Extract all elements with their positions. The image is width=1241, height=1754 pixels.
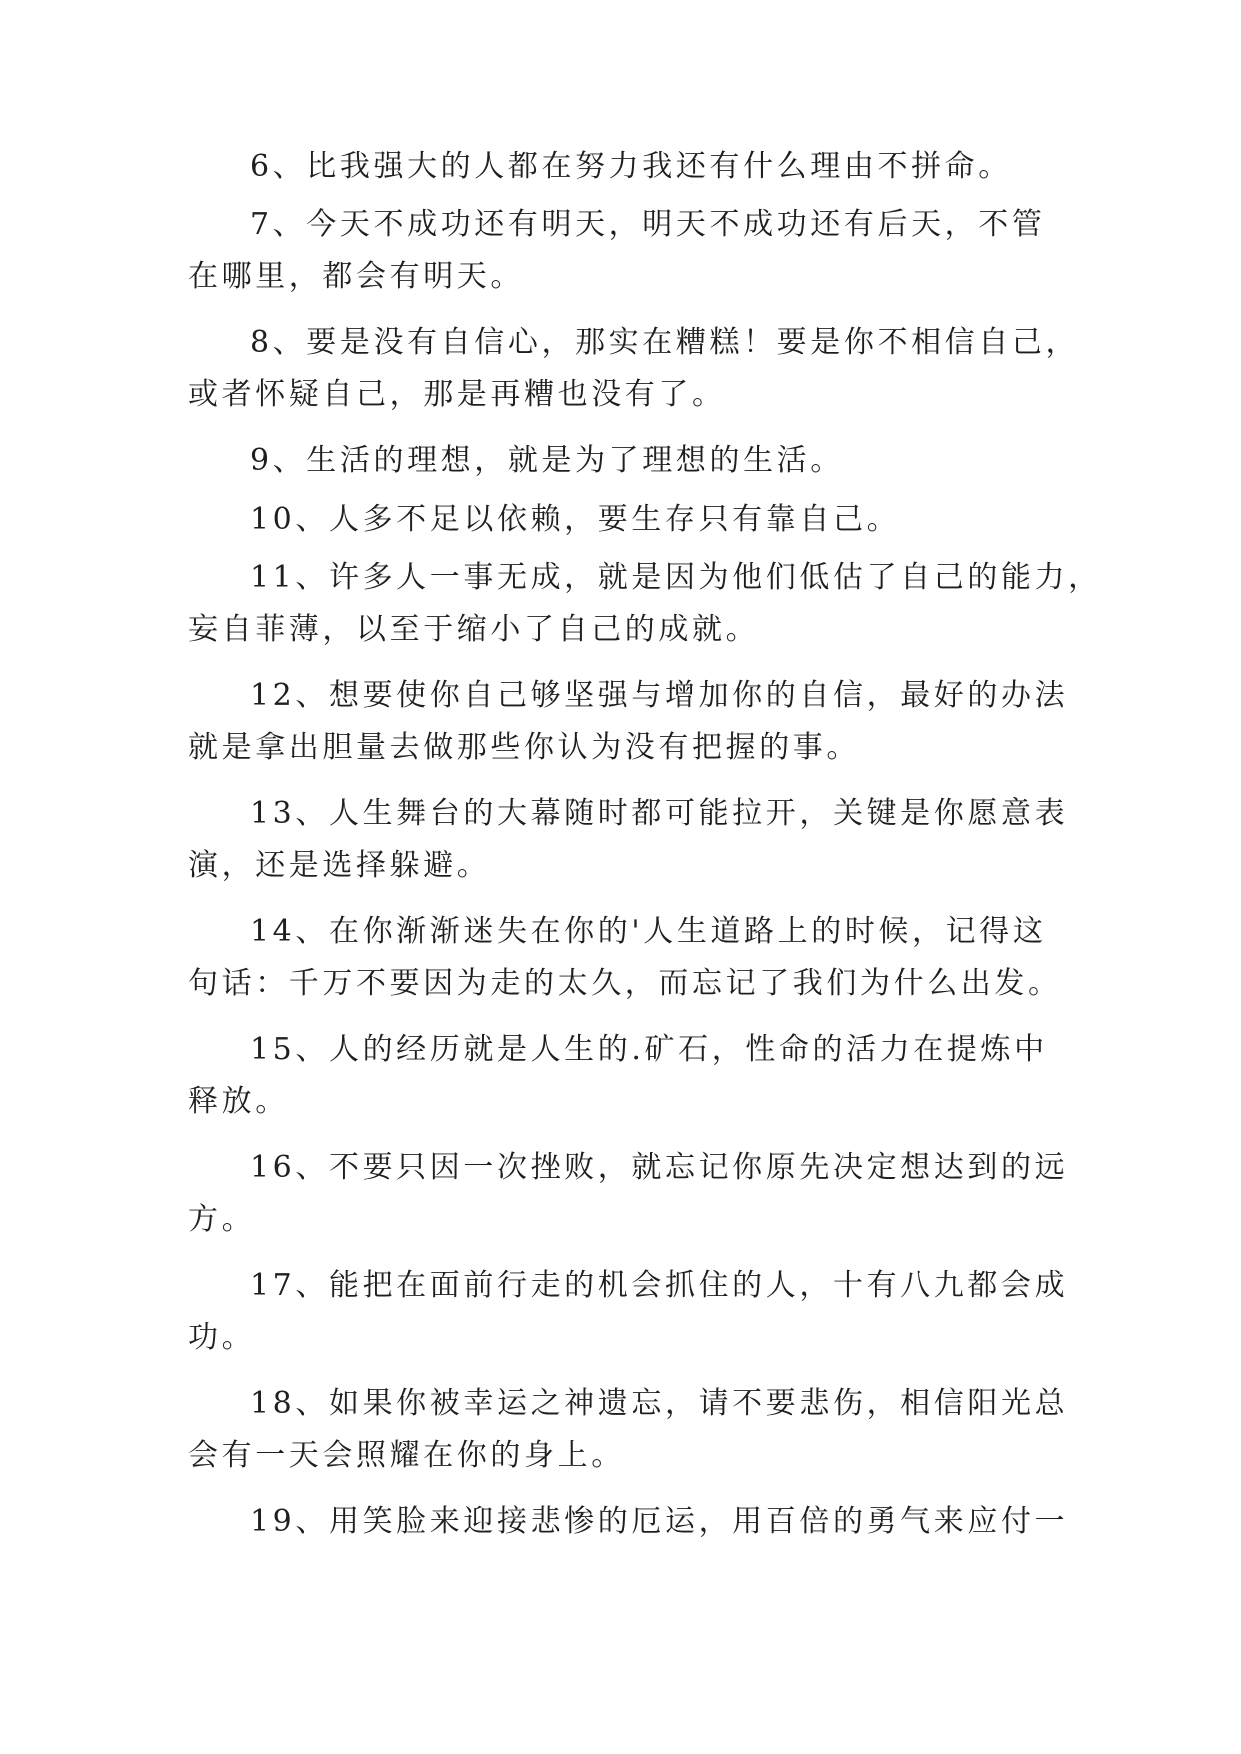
paragraph-11-line-1: 11、许多人一事无成，就是因为他们低估了自己的能力，: [250, 560, 1102, 595]
paragraph-9-line-1: 9、生活的理想，就是为了理想的生活。: [250, 443, 844, 478]
paragraph-15-line-1: 15、人的经历就是人生的.矿石，性命的活力在提炼中: [250, 1032, 1048, 1067]
paragraph-12-line-1: 12、想要使你自己够坚强与增加你的自信，最好的办法: [250, 678, 1069, 713]
paragraph-8-line-1: 8、要是没有自信心，那实在糟糕！要是你不相信自己，: [250, 325, 1080, 360]
paragraph-18-line-2: 会有一天会照耀在你的身上。: [188, 1438, 625, 1473]
paragraph-6-line-1: 6、比我强大的人都在努力我还有什么理由不拼命。: [250, 149, 1012, 184]
paragraph-17-line-2: 功。: [188, 1320, 256, 1355]
paragraph-16-line-1: 16、不要只因一次挫败，就忘记你原先决定想达到的远: [250, 1150, 1069, 1185]
paragraph-13-line-1: 13、人生舞台的大幕随时都可能拉开，关键是你愿意表: [250, 796, 1069, 831]
paragraph-14-line-2: 句话：千万不要因为走的太久，而忘记了我们为什么出发。: [188, 966, 1062, 1001]
paragraph-18-line-1: 18、如果你被幸运之神遗忘，请不要悲伤，相信阳光总: [250, 1386, 1069, 1421]
paragraph-12-line-2: 就是拿出胆量去做那些你认为没有把握的事。: [188, 730, 860, 765]
paragraph-10-line-1: 10、人多不足以依赖，要生存只有靠自己。: [250, 502, 901, 537]
paragraph-8-line-2: 或者怀疑自己，那是再糟也没有了。: [188, 377, 726, 412]
paragraph-7-line-1: 7、今天不成功还有明天，明天不成功还有后天，不管: [250, 207, 1046, 242]
paragraph-19-line-1: 19、用笑脸来迎接悲惨的厄运，用百倍的勇气来应付一: [250, 1504, 1069, 1539]
paragraph-11-line-2: 妄自菲薄，以至于缩小了自己的成就。: [188, 612, 760, 647]
paragraph-15-line-2: 释放。: [188, 1084, 289, 1119]
paragraph-16-line-2: 方。: [188, 1202, 256, 1237]
paragraph-14-line-1: 14、在你渐渐迷失在你的'人生道路上的时候，记得这: [250, 914, 1047, 949]
paragraph-7-line-2: 在哪里，都会有明天。: [188, 259, 524, 294]
paragraph-17-line-1: 17、能把在面前行走的机会抓住的人，十有八九都会成: [250, 1268, 1069, 1303]
paragraph-13-line-2: 演，还是选择躲避。: [188, 848, 491, 883]
